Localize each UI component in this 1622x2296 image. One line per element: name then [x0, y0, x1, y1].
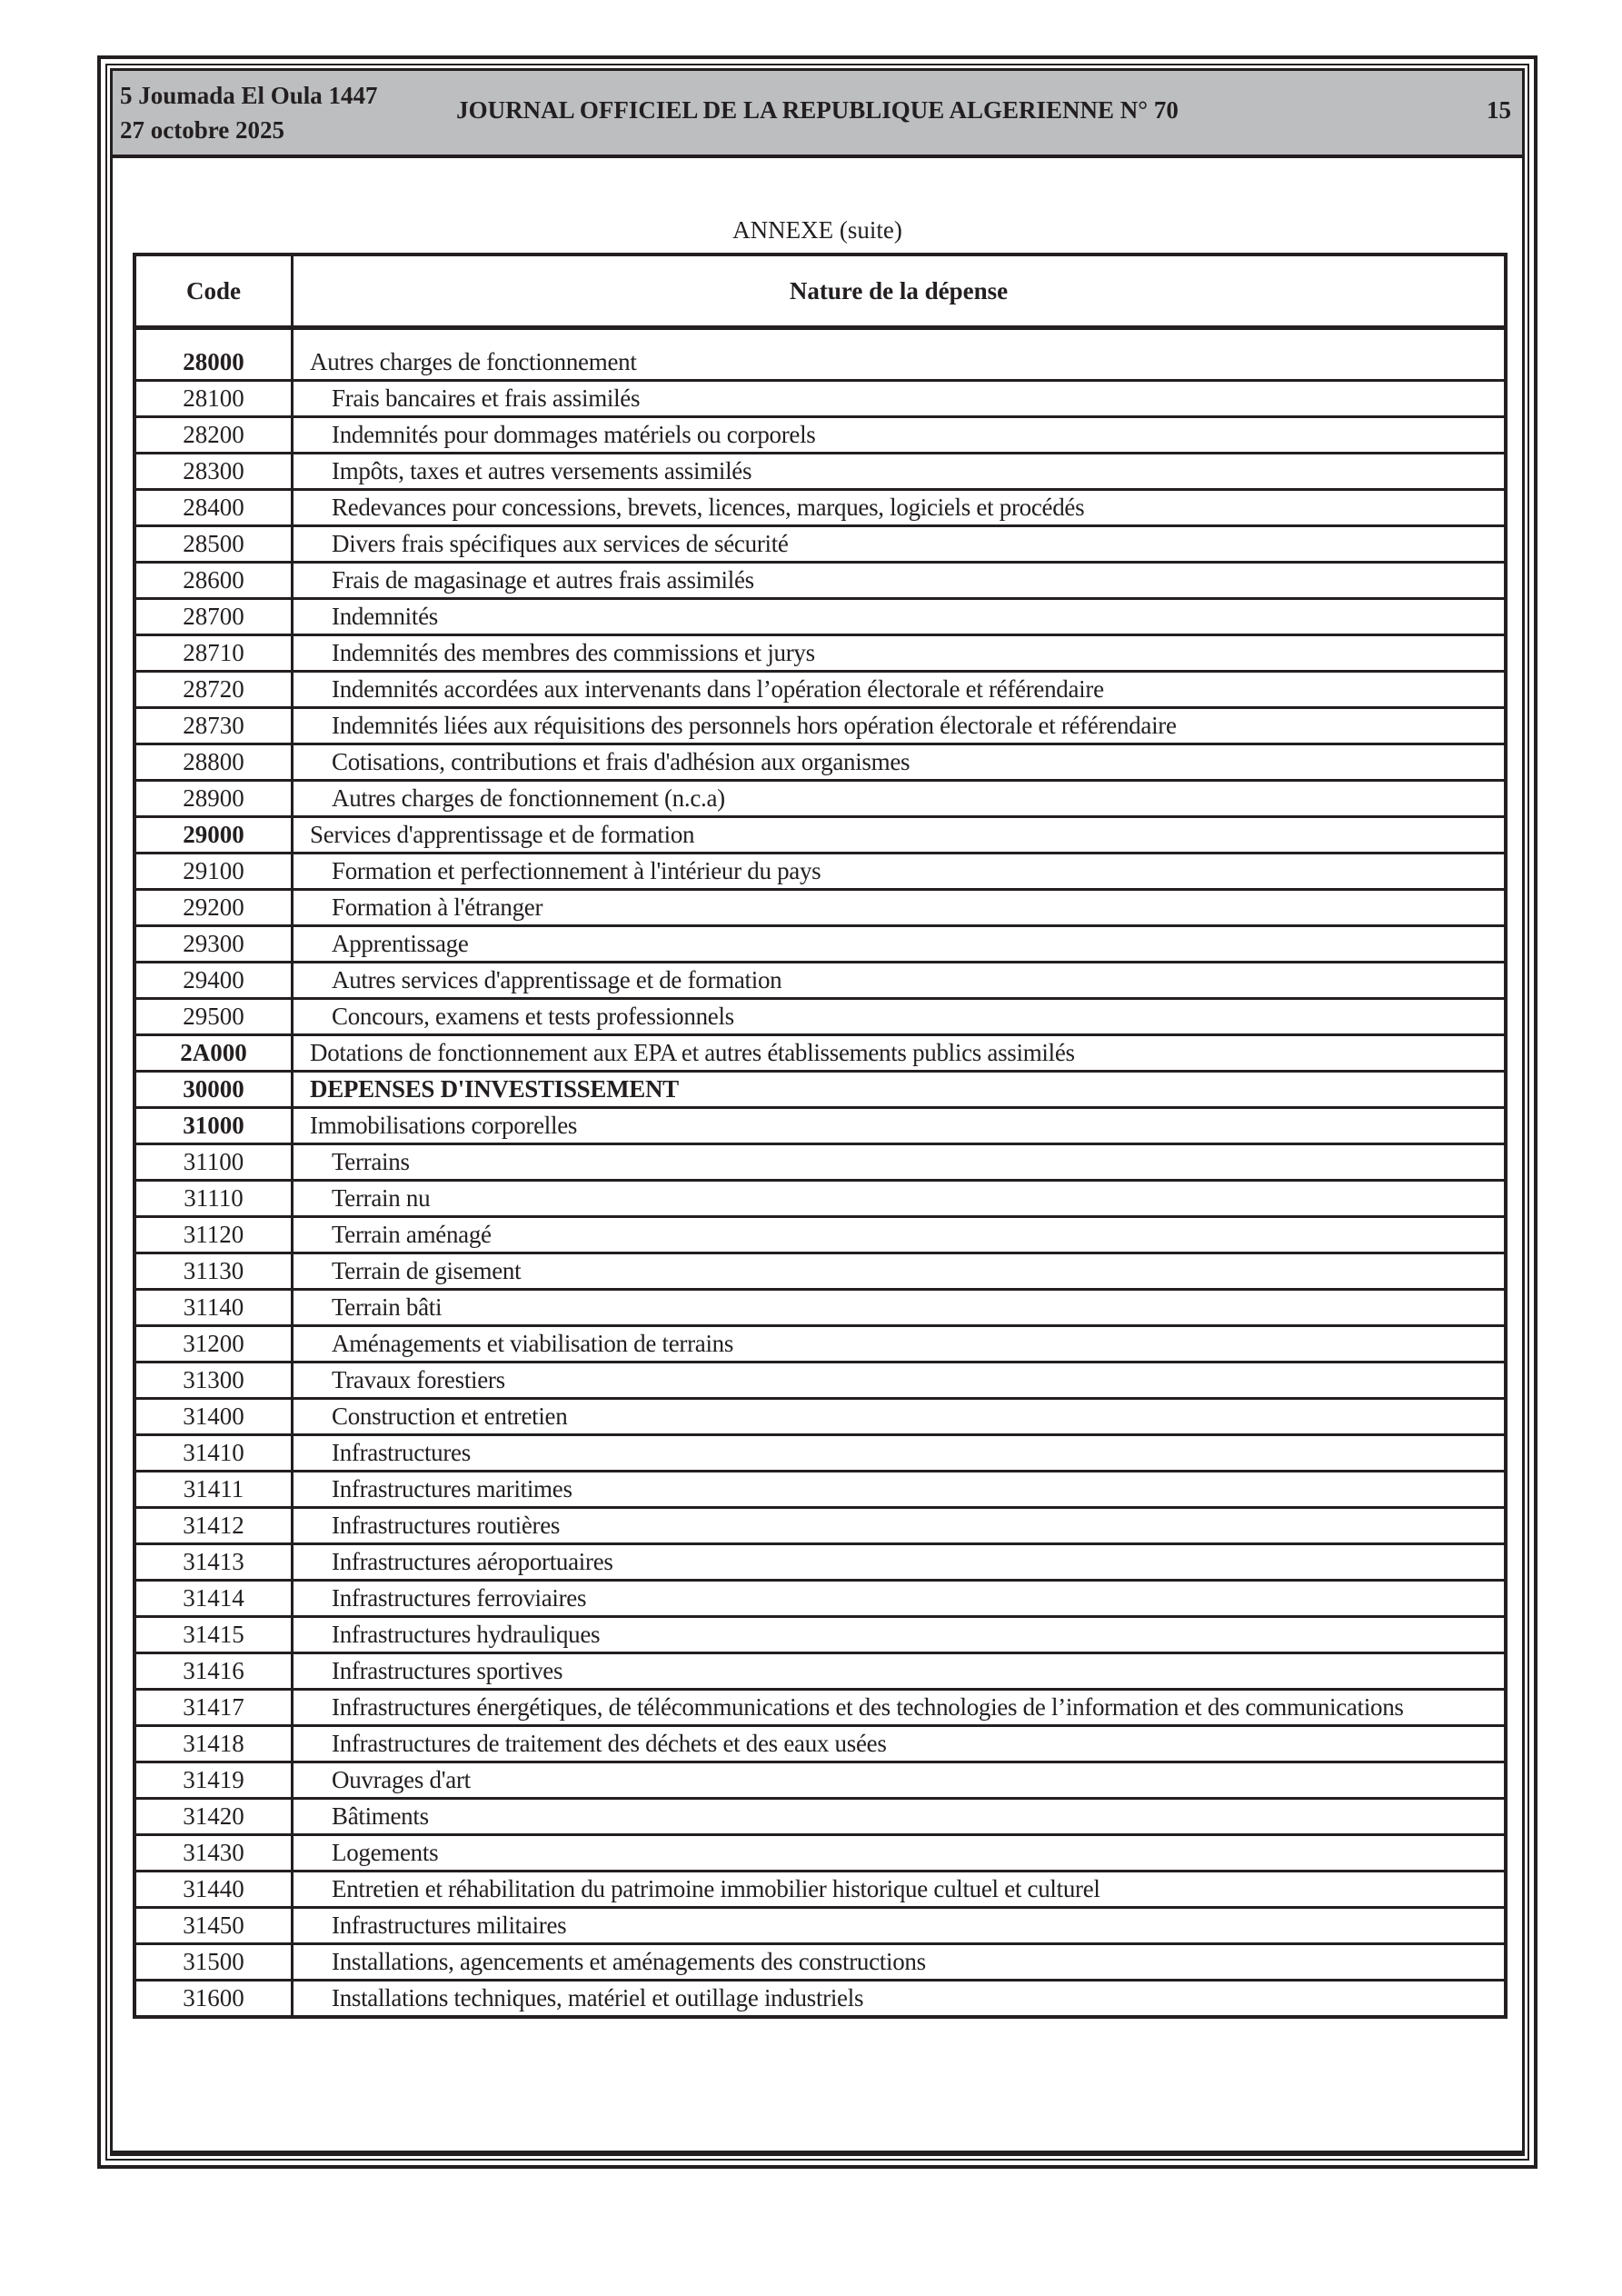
row-description: Redevances pour concessions, brevets, licences, marques, logiciels et procédés — [293, 490, 1507, 526]
row-description: Indemnités des membres des commissions et jurys — [293, 635, 1507, 672]
row-description: Entretien et réhabilitation du patrimoine immobilier historique cultuel et culturel — [293, 1872, 1507, 1908]
row-code: 31430 — [134, 1835, 293, 1872]
row-description: Infrastructures — [293, 1435, 1507, 1472]
row-code: 28900 — [134, 781, 293, 817]
row-description: Autres charges de fonctionnement (n.c.a) — [293, 781, 1507, 817]
row-code: 31417 — [134, 1690, 293, 1726]
row-code: 28710 — [134, 635, 293, 672]
row-code: 29400 — [134, 963, 293, 999]
row-code: 31100 — [134, 1144, 293, 1181]
row-description: Apprentissage — [293, 926, 1507, 963]
table-row — [134, 744, 1506, 781]
table-row — [134, 1472, 1506, 1508]
row-code: 28720 — [134, 672, 293, 708]
table-row — [134, 1944, 1506, 1981]
table-row — [134, 635, 1506, 672]
date-hijri: 5 Joumada El Oula 1447 — [120, 82, 378, 109]
table-row — [134, 999, 1506, 1035]
journal-title: JOURNAL OFFICIEL DE LA REPUBLIQUE ALGERIENNE N° 70 — [456, 96, 1179, 124]
table-row — [134, 817, 1506, 854]
row-description: Formation à l'étranger — [293, 890, 1507, 926]
expense-table — [133, 253, 1508, 2019]
row-code: 31412 — [134, 1508, 293, 1544]
row-description: Infrastructures énergétiques, de télécommunications et des technologies de l’information et des communications — [293, 1690, 1507, 1726]
row-code: 28600 — [134, 563, 293, 599]
row-code: 28730 — [134, 708, 293, 744]
table-row — [134, 1872, 1506, 1908]
annexe-title: ANNEXE (suite) — [732, 216, 902, 244]
row-code: 31414 — [134, 1581, 293, 1617]
row-description: Travaux forestiers — [293, 1363, 1507, 1399]
table-body — [134, 328, 1506, 2018]
row-description: Services d'apprentissage et de formation — [293, 817, 1507, 854]
row-description: Indemnités pour dommages matériels ou corporels — [293, 417, 1507, 454]
row-code: 29000 — [134, 817, 293, 854]
table-row — [134, 1799, 1506, 1835]
row-code: 28000 — [134, 328, 293, 381]
row-code: 31600 — [134, 1981, 293, 2018]
row-code: 31120 — [134, 1217, 293, 1253]
row-code: 29300 — [134, 926, 293, 963]
row-code: 31400 — [134, 1399, 293, 1435]
row-code: 31411 — [134, 1472, 293, 1508]
row-code: 29500 — [134, 999, 293, 1035]
row-description: Cotisations, contributions et frais d'adhésion aux organismes — [293, 744, 1507, 781]
table-row — [134, 526, 1506, 563]
row-description: Construction et entretien — [293, 1399, 1507, 1435]
table-row — [134, 599, 1506, 635]
row-description: Terrain aménagé — [293, 1217, 1507, 1253]
journal-header — [113, 71, 1522, 158]
row-description: Divers frais spécifiques aux services de sécurité — [293, 526, 1507, 563]
row-description: Infrastructures maritimes — [293, 1472, 1507, 1508]
row-description: Formation et perfectionnement à l'intérieur du pays — [293, 854, 1507, 890]
row-description: Autres services d'apprentissage et de formation — [293, 963, 1507, 999]
row-description: Frais de magasinage et autres frais assimilés — [293, 563, 1507, 599]
row-code: 28800 — [134, 744, 293, 781]
table-row — [134, 417, 1506, 454]
row-code: 31410 — [134, 1435, 293, 1472]
table-row — [134, 381, 1506, 417]
row-description: Immobilisations corporelles — [293, 1108, 1507, 1144]
row-description: Indemnités liées aux réquisitions des personnels hors opération électorale et référendaire — [293, 708, 1507, 744]
table-row — [134, 1617, 1506, 1653]
row-description: Concours, examens et tests professionnels — [293, 999, 1507, 1035]
row-description: Infrastructures aéroportuaires — [293, 1544, 1507, 1581]
date-gregorian: 27 octobre 2025 — [120, 116, 284, 144]
row-code: 2A000 — [134, 1035, 293, 1072]
row-description: Infrastructures hydrauliques — [293, 1617, 1507, 1653]
table-row — [134, 1726, 1506, 1762]
table-row — [134, 672, 1506, 708]
row-code: 29200 — [134, 890, 293, 926]
row-code: 28400 — [134, 490, 293, 526]
row-description: Infrastructures de traitement des déchets et des eaux usées — [293, 1726, 1507, 1762]
table-row — [134, 1035, 1506, 1072]
row-code: 31300 — [134, 1363, 293, 1399]
table-row — [134, 328, 1506, 381]
row-code: 30000 — [134, 1072, 293, 1108]
row-code: 31420 — [134, 1799, 293, 1835]
row-code: 31413 — [134, 1544, 293, 1581]
table-row — [134, 1217, 1506, 1253]
table-row — [134, 1363, 1506, 1399]
row-description: Installations, agencements et aménagements des constructions — [293, 1944, 1507, 1981]
row-code: 28700 — [134, 599, 293, 635]
row-description: Infrastructures militaires — [293, 1908, 1507, 1944]
table-row — [134, 1653, 1506, 1690]
table-row — [134, 1835, 1506, 1872]
table-row — [134, 1762, 1506, 1799]
row-description: Terrain de gisement — [293, 1253, 1507, 1290]
header-code: Code — [134, 255, 293, 328]
row-description: Indemnités — [293, 599, 1507, 635]
table-row — [134, 1508, 1506, 1544]
row-code: 31110 — [134, 1181, 293, 1217]
row-description: Infrastructures routières — [293, 1508, 1507, 1544]
table-row — [134, 563, 1506, 599]
row-description: Indemnités accordées aux intervenants dans l’opération électorale et référendaire — [293, 672, 1507, 708]
row-code: 28300 — [134, 454, 293, 490]
row-code: 31440 — [134, 1872, 293, 1908]
row-description: Installations techniques, matériel et outillage industriels — [293, 1981, 1507, 2018]
header-nature: Nature de la dépense — [293, 255, 1507, 328]
table-row — [134, 454, 1506, 490]
row-code: 31130 — [134, 1253, 293, 1290]
row-code: 31416 — [134, 1653, 293, 1690]
row-description: Dotations de fonctionnement aux EPA et autres établissements publics assimilés — [293, 1035, 1507, 1072]
table-row — [134, 1399, 1506, 1435]
table-row — [134, 1072, 1506, 1108]
table-row — [134, 1435, 1506, 1472]
table-header-row — [134, 255, 1506, 328]
table-row — [134, 963, 1506, 999]
table-row — [134, 1981, 1506, 2018]
row-description: Frais bancaires et frais assimilés — [293, 381, 1507, 417]
row-description: Terrain nu — [293, 1181, 1507, 1217]
row-description: Infrastructures sportives — [293, 1653, 1507, 1690]
row-code: 28500 — [134, 526, 293, 563]
table-row — [134, 1690, 1506, 1726]
table-row — [134, 1908, 1506, 1944]
table-row — [134, 1108, 1506, 1144]
table-row — [134, 1144, 1506, 1181]
row-code: 31419 — [134, 1762, 293, 1799]
table-row — [134, 1581, 1506, 1617]
row-description: Terrains — [293, 1144, 1507, 1181]
table-row — [134, 1181, 1506, 1217]
row-description: Infrastructures ferroviaires — [293, 1581, 1507, 1617]
row-description: DEPENSES D'INVESTISSEMENT — [293, 1072, 1507, 1108]
row-description: Terrain bâti — [293, 1290, 1507, 1326]
page-number: 15 — [1487, 96, 1511, 124]
table-row — [134, 708, 1506, 744]
table-row — [134, 854, 1506, 890]
row-description: Aménagements et viabilisation de terrains — [293, 1326, 1507, 1363]
table-row — [134, 1326, 1506, 1363]
row-code: 31140 — [134, 1290, 293, 1326]
table-row — [134, 490, 1506, 526]
table-row — [134, 781, 1506, 817]
row-description: Impôts, taxes et autres versements assimilés — [293, 454, 1507, 490]
table-row — [134, 1253, 1506, 1290]
row-code: 29100 — [134, 854, 293, 890]
table-row — [134, 1544, 1506, 1581]
row-code: 31200 — [134, 1326, 293, 1363]
row-description: Bâtiments — [293, 1799, 1507, 1835]
row-code: 28200 — [134, 417, 293, 454]
row-code: 31500 — [134, 1944, 293, 1981]
row-description: Ouvrages d'art — [293, 1762, 1507, 1799]
table-row — [134, 1290, 1506, 1326]
row-code: 31450 — [134, 1908, 293, 1944]
row-description: Logements — [293, 1835, 1507, 1872]
table-row — [134, 926, 1506, 963]
row-code: 28100 — [134, 381, 293, 417]
row-description: Autres charges de fonctionnement — [293, 328, 1507, 381]
table-row — [134, 890, 1506, 926]
row-code: 31418 — [134, 1726, 293, 1762]
row-code: 31415 — [134, 1617, 293, 1653]
row-code: 31000 — [134, 1108, 293, 1144]
